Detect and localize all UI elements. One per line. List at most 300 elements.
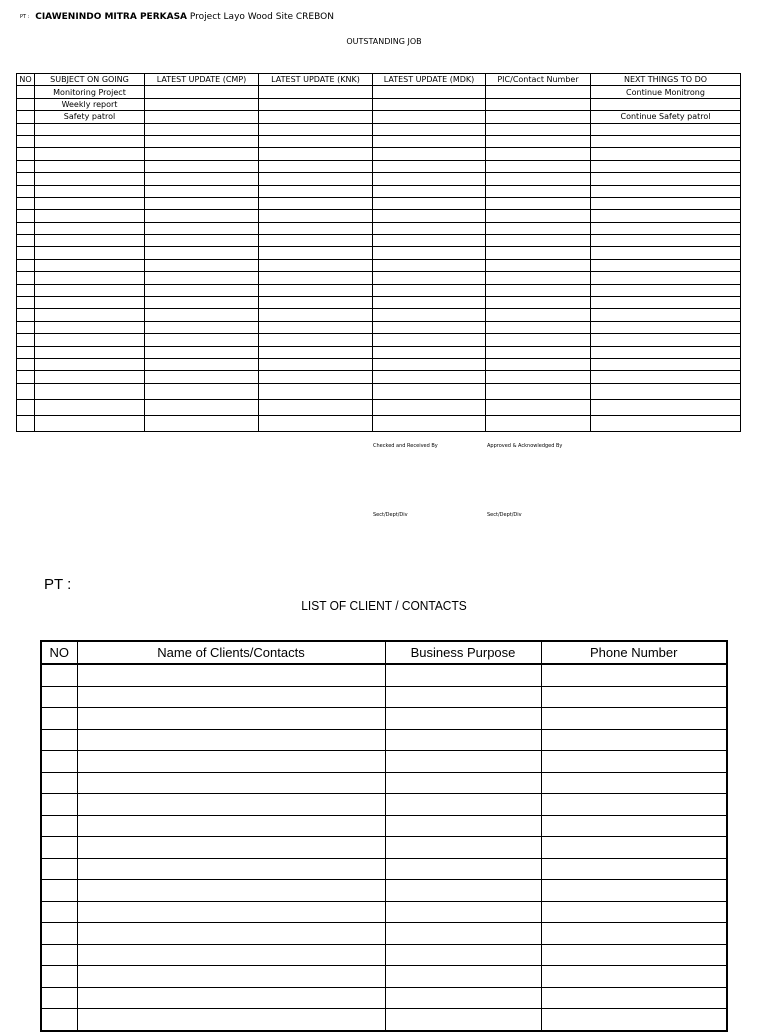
table-cell[interactable] <box>17 148 35 160</box>
table-cell[interactable] <box>486 185 591 197</box>
table-cell[interactable] <box>77 664 385 686</box>
table-cell[interactable] <box>35 247 145 259</box>
table-cell[interactable] <box>35 358 145 370</box>
table-cell[interactable] <box>35 321 145 333</box>
table-cell[interactable] <box>591 98 741 110</box>
table-cell[interactable] <box>145 148 259 160</box>
company-name: CIAWENINDO MITRA PERKASA <box>35 12 188 22</box>
table-cell[interactable] <box>591 173 741 185</box>
table-cell[interactable] <box>486 259 591 271</box>
table-cell[interactable] <box>259 259 373 271</box>
table-cell[interactable] <box>41 664 77 686</box>
table-cell[interactable] <box>17 235 35 247</box>
table-row <box>41 729 727 751</box>
table-cell[interactable] <box>35 197 145 209</box>
table-cell[interactable] <box>17 358 35 370</box>
table-cell[interactable] <box>17 173 35 185</box>
table-cell[interactable] <box>17 284 35 296</box>
table-cell[interactable] <box>373 415 486 431</box>
table-cell[interactable] <box>145 98 259 110</box>
table-cell[interactable] <box>486 358 591 370</box>
table-cell[interactable] <box>41 901 77 923</box>
table-cell[interactable] <box>259 197 373 209</box>
table-cell[interactable] <box>385 664 541 686</box>
table-cell[interactable] <box>591 123 741 135</box>
table-cell[interactable] <box>541 794 727 816</box>
table-cell[interactable] <box>541 880 727 902</box>
table-cell[interactable] <box>591 272 741 284</box>
table-row <box>17 98 741 110</box>
table-cell[interactable] <box>591 259 741 271</box>
col-header-no: NO <box>41 641 77 664</box>
table-cell[interactable] <box>591 346 741 358</box>
table-cell[interactable] <box>259 210 373 222</box>
outstanding-header-row <box>17 74 741 86</box>
table-row <box>41 772 727 794</box>
table-cell[interactable] <box>17 197 35 209</box>
table-cell[interactable] <box>35 284 145 296</box>
table-cell[interactable] <box>541 664 727 686</box>
table-cell[interactable] <box>145 334 259 346</box>
table-cell[interactable] <box>17 259 35 271</box>
table-cell[interactable] <box>591 135 741 147</box>
table-cell[interactable] <box>373 272 486 284</box>
document-header <box>20 12 334 22</box>
table-cell[interactable] <box>145 197 259 209</box>
table-cell[interactable] <box>385 751 541 773</box>
col-header-subject: SUBJECT ON GOING <box>35 74 145 86</box>
table-row <box>17 358 741 370</box>
table-cell[interactable] <box>145 321 259 333</box>
table-cell[interactable] <box>541 729 727 751</box>
table-cell[interactable] <box>259 111 373 123</box>
table-cell[interactable] <box>77 858 385 880</box>
table-cell[interactable] <box>17 309 35 321</box>
table-cell[interactable] <box>591 415 741 431</box>
table-cell[interactable] <box>35 272 145 284</box>
table-row <box>17 399 741 415</box>
table-row <box>17 135 741 147</box>
table-cell[interactable] <box>541 923 727 945</box>
table-cell[interactable] <box>145 86 259 98</box>
table-cell[interactable] <box>591 334 741 346</box>
table-cell[interactable] <box>259 235 373 247</box>
table-row <box>17 185 741 197</box>
table-cell[interactable] <box>17 321 35 333</box>
table-cell[interactable] <box>385 729 541 751</box>
table-cell[interactable] <box>591 185 741 197</box>
table-cell[interactable] <box>541 901 727 923</box>
table-cell[interactable] <box>41 794 77 816</box>
table-cell[interactable] <box>17 399 35 415</box>
table-cell[interactable] <box>17 135 35 147</box>
table-cell[interactable] <box>385 815 541 837</box>
table-cell[interactable] <box>541 1009 727 1031</box>
table-row <box>41 880 727 902</box>
table-cell[interactable] <box>35 210 145 222</box>
table-cell[interactable] <box>373 399 486 415</box>
table-cell[interactable] <box>385 772 541 794</box>
table-cell[interactable] <box>385 901 541 923</box>
client-list-pt-label: PT : <box>44 576 72 593</box>
table-cell[interactable] <box>591 235 741 247</box>
table-cell[interactable] <box>486 371 591 383</box>
table-cell[interactable] <box>541 772 727 794</box>
table-cell[interactable] <box>77 923 385 945</box>
table-cell[interactable] <box>385 837 541 859</box>
table-cell[interactable] <box>259 358 373 370</box>
table-cell[interactable] <box>77 901 385 923</box>
table-cell[interactable] <box>373 247 486 259</box>
checked-received-label: Checked and Received By <box>373 443 438 449</box>
table-cell[interactable] <box>35 222 145 234</box>
table-cell[interactable] <box>259 284 373 296</box>
col-header-phone-number: Phone Number <box>541 641 727 664</box>
table-cell[interactable] <box>41 815 77 837</box>
table-cell[interactable] <box>41 686 77 708</box>
table-cell[interactable] <box>35 309 145 321</box>
table-cell[interactable] <box>35 334 145 346</box>
table-cell[interactable] <box>486 111 591 123</box>
table-row <box>41 987 727 1009</box>
table-cell[interactable] <box>77 815 385 837</box>
table-cell[interactable] <box>145 160 259 172</box>
table-cell[interactable] <box>373 284 486 296</box>
table-row <box>41 858 727 880</box>
table-cell[interactable] <box>541 751 727 773</box>
table-cell[interactable] <box>259 297 373 309</box>
table-cell[interactable] <box>541 944 727 966</box>
table-cell[interactable] <box>145 259 259 271</box>
table-cell[interactable] <box>17 334 35 346</box>
table-row <box>17 371 741 383</box>
table-row <box>17 321 741 333</box>
table-cell[interactable] <box>591 399 741 415</box>
table-cell[interactable] <box>145 210 259 222</box>
table-cell[interactable] <box>486 160 591 172</box>
table-cell[interactable] <box>486 309 591 321</box>
table-cell[interactable] <box>35 346 145 358</box>
table-row <box>41 966 727 988</box>
table-cell[interactable] <box>541 966 727 988</box>
col-header-no: NO <box>17 74 35 86</box>
table-cell[interactable] <box>385 1009 541 1031</box>
table-cell[interactable] <box>35 297 145 309</box>
table-cell[interactable] <box>145 284 259 296</box>
table-cell[interactable] <box>77 944 385 966</box>
table-cell[interactable] <box>145 272 259 284</box>
table-cell[interactable] <box>373 309 486 321</box>
table-cell[interactable] <box>259 346 373 358</box>
table-cell[interactable] <box>41 751 77 773</box>
table-cell[interactable] <box>41 858 77 880</box>
table-cell[interactable] <box>41 729 77 751</box>
table-cell[interactable] <box>145 415 259 431</box>
table-cell[interactable] <box>259 222 373 234</box>
table-cell[interactable] <box>591 210 741 222</box>
table-cell[interactable] <box>145 371 259 383</box>
table-cell[interactable] <box>145 123 259 135</box>
table-cell[interactable] <box>41 1009 77 1031</box>
table-cell[interactable] <box>385 794 541 816</box>
table-cell[interactable] <box>35 173 145 185</box>
table-row <box>17 272 741 284</box>
table-cell[interactable]: Continue Safety patrol <box>591 111 741 123</box>
table-cell[interactable] <box>486 247 591 259</box>
table-cell[interactable] <box>541 858 727 880</box>
table-cell[interactable] <box>77 729 385 751</box>
table-cell[interactable] <box>486 383 591 399</box>
table-row <box>17 160 741 172</box>
table-cell[interactable] <box>41 944 77 966</box>
table-cell[interactable] <box>373 222 486 234</box>
table-cell[interactable] <box>591 222 741 234</box>
table-cell[interactable] <box>385 987 541 1009</box>
table-cell[interactable] <box>486 197 591 209</box>
table-cell[interactable] <box>486 148 591 160</box>
table-cell[interactable] <box>373 259 486 271</box>
table-cell[interactable] <box>259 383 373 399</box>
table-cell[interactable] <box>35 185 145 197</box>
table-cell[interactable] <box>385 858 541 880</box>
table-cell[interactable] <box>385 686 541 708</box>
table-cell[interactable] <box>373 148 486 160</box>
table-cell[interactable] <box>35 148 145 160</box>
table-cell[interactable] <box>17 160 35 172</box>
table-cell[interactable] <box>373 123 486 135</box>
table-cell[interactable] <box>373 185 486 197</box>
table-cell[interactable] <box>17 86 35 98</box>
table-cell[interactable] <box>385 923 541 945</box>
table-cell[interactable] <box>486 321 591 333</box>
table-cell[interactable] <box>373 371 486 383</box>
table-cell[interactable] <box>145 297 259 309</box>
table-cell[interactable] <box>373 321 486 333</box>
table-cell[interactable] <box>373 173 486 185</box>
table-cell[interactable] <box>259 334 373 346</box>
table-cell[interactable] <box>373 358 486 370</box>
table-cell[interactable] <box>35 383 145 399</box>
table-row <box>41 708 727 730</box>
table-cell[interactable] <box>486 399 591 415</box>
table-cell[interactable] <box>17 185 35 197</box>
table-row <box>17 173 741 185</box>
table-cell[interactable] <box>486 415 591 431</box>
table-cell[interactable] <box>373 197 486 209</box>
table-cell[interactable] <box>541 837 727 859</box>
table-cell[interactable] <box>17 415 35 431</box>
table-cell[interactable] <box>486 284 591 296</box>
table-cell[interactable] <box>145 399 259 415</box>
table-cell[interactable] <box>17 111 35 123</box>
table-cell[interactable] <box>145 111 259 123</box>
table-cell[interactable] <box>145 235 259 247</box>
table-cell[interactable] <box>77 751 385 773</box>
col-header-client-name: Name of Clients/Contacts <box>77 641 385 664</box>
table-cell[interactable] <box>17 222 35 234</box>
table-cell[interactable] <box>17 383 35 399</box>
table-cell[interactable] <box>145 173 259 185</box>
table-cell[interactable] <box>77 708 385 730</box>
table-cell[interactable] <box>259 160 373 172</box>
table-cell[interactable] <box>373 98 486 110</box>
table-row <box>41 901 727 923</box>
table-cell[interactable] <box>41 708 77 730</box>
table-cell[interactable] <box>591 284 741 296</box>
table-cell[interactable] <box>145 222 259 234</box>
table-cell[interactable] <box>77 880 385 902</box>
table-cell[interactable] <box>259 321 373 333</box>
table-cell[interactable]: Safety patrol <box>35 111 145 123</box>
table-cell[interactable] <box>591 160 741 172</box>
table-cell[interactable] <box>373 346 486 358</box>
table-cell[interactable] <box>259 173 373 185</box>
table-cell[interactable] <box>77 966 385 988</box>
table-cell[interactable] <box>41 880 77 902</box>
table-cell[interactable] <box>259 399 373 415</box>
table-cell[interactable] <box>17 210 35 222</box>
table-cell[interactable] <box>77 686 385 708</box>
table-cell[interactable] <box>591 383 741 399</box>
table-cell[interactable] <box>591 321 741 333</box>
table-cell[interactable] <box>259 123 373 135</box>
table-cell[interactable] <box>373 210 486 222</box>
table-cell[interactable] <box>77 987 385 1009</box>
table-row <box>17 123 741 135</box>
table-cell[interactable] <box>591 148 741 160</box>
table-cell[interactable] <box>77 772 385 794</box>
table-row <box>41 837 727 859</box>
table-row <box>41 794 727 816</box>
table-cell[interactable] <box>541 686 727 708</box>
table-cell[interactable] <box>145 309 259 321</box>
table-cell[interactable] <box>373 297 486 309</box>
table-cell[interactable] <box>35 259 145 271</box>
table-cell[interactable] <box>41 772 77 794</box>
table-cell[interactable] <box>17 123 35 135</box>
table-cell[interactable] <box>591 197 741 209</box>
table-cell[interactable] <box>41 923 77 945</box>
table-cell[interactable] <box>373 135 486 147</box>
table-row <box>41 944 727 966</box>
table-cell[interactable] <box>35 415 145 431</box>
table-cell[interactable] <box>17 346 35 358</box>
table-cell[interactable] <box>591 247 741 259</box>
table-cell[interactable] <box>486 334 591 346</box>
table-cell[interactable] <box>486 346 591 358</box>
table-cell[interactable] <box>385 944 541 966</box>
table-cell[interactable] <box>259 309 373 321</box>
table-cell[interactable] <box>35 160 145 172</box>
table-cell[interactable] <box>259 247 373 259</box>
table-row <box>41 923 727 945</box>
table-cell[interactable] <box>41 987 77 1009</box>
sect-dept-div-left: Sect/Dept/Div <box>373 512 408 518</box>
table-cell[interactable] <box>486 173 591 185</box>
col-header-pic-contact: PIC/Contact Number <box>486 74 591 86</box>
table-cell[interactable] <box>35 371 145 383</box>
table-cell[interactable] <box>145 135 259 147</box>
table-row <box>17 235 741 247</box>
table-cell[interactable] <box>486 123 591 135</box>
table-cell[interactable] <box>77 837 385 859</box>
table-cell[interactable] <box>591 309 741 321</box>
table-cell[interactable] <box>41 837 77 859</box>
table-cell[interactable] <box>17 272 35 284</box>
table-cell[interactable] <box>77 794 385 816</box>
table-cell[interactable] <box>591 371 741 383</box>
outstanding-job-title: OUTSTANDING JOB <box>346 37 422 46</box>
table-cell[interactable] <box>373 334 486 346</box>
table-cell[interactable] <box>259 185 373 197</box>
table-cell[interactable] <box>35 135 145 147</box>
table-cell[interactable] <box>259 86 373 98</box>
table-cell[interactable] <box>259 415 373 431</box>
table-cell[interactable] <box>541 708 727 730</box>
table-row <box>17 210 741 222</box>
table-cell[interactable]: Continue Monitrong <box>591 86 741 98</box>
table-cell[interactable] <box>486 222 591 234</box>
table-cell[interactable] <box>145 247 259 259</box>
table-cell[interactable] <box>35 399 145 415</box>
table-cell[interactable] <box>486 235 591 247</box>
table-cell[interactable] <box>41 966 77 988</box>
table-cell[interactable] <box>486 98 591 110</box>
table-cell[interactable] <box>259 148 373 160</box>
table-cell[interactable] <box>17 297 35 309</box>
table-cell[interactable] <box>373 111 486 123</box>
table-cell[interactable] <box>385 880 541 902</box>
table-cell[interactable] <box>486 297 591 309</box>
table-cell[interactable] <box>486 86 591 98</box>
table-cell[interactable] <box>385 708 541 730</box>
table-cell[interactable] <box>486 210 591 222</box>
table-cell[interactable] <box>35 123 145 135</box>
table-cell[interactable] <box>541 987 727 1009</box>
table-cell[interactable] <box>259 135 373 147</box>
table-cell[interactable] <box>17 371 35 383</box>
table-cell[interactable]: Monitoring Project <box>35 86 145 98</box>
table-cell[interactable] <box>486 135 591 147</box>
table-cell[interactable] <box>145 346 259 358</box>
table-cell[interactable] <box>259 98 373 110</box>
table-cell[interactable] <box>35 235 145 247</box>
table-cell[interactable] <box>373 86 486 98</box>
table-row <box>17 86 741 98</box>
table-row <box>41 815 727 837</box>
table-cell[interactable] <box>591 358 741 370</box>
table-cell[interactable] <box>591 297 741 309</box>
table-cell[interactable] <box>145 358 259 370</box>
col-header-update-cmp: LATEST UPDATE (CMP) <box>145 74 259 86</box>
table-cell[interactable] <box>486 272 591 284</box>
table-cell[interactable] <box>259 371 373 383</box>
table-cell[interactable] <box>373 160 486 172</box>
table-cell[interactable] <box>373 235 486 247</box>
table-cell[interactable] <box>385 966 541 988</box>
table-cell[interactable] <box>541 815 727 837</box>
table-cell[interactable] <box>259 272 373 284</box>
table-cell[interactable] <box>77 1009 385 1031</box>
table-cell[interactable] <box>17 247 35 259</box>
table-cell[interactable] <box>373 383 486 399</box>
table-cell[interactable]: Weekly report <box>35 98 145 110</box>
table-cell[interactable] <box>145 185 259 197</box>
table-cell[interactable] <box>145 383 259 399</box>
table-row <box>17 284 741 296</box>
table-row <box>17 259 741 271</box>
table-cell[interactable] <box>17 98 35 110</box>
